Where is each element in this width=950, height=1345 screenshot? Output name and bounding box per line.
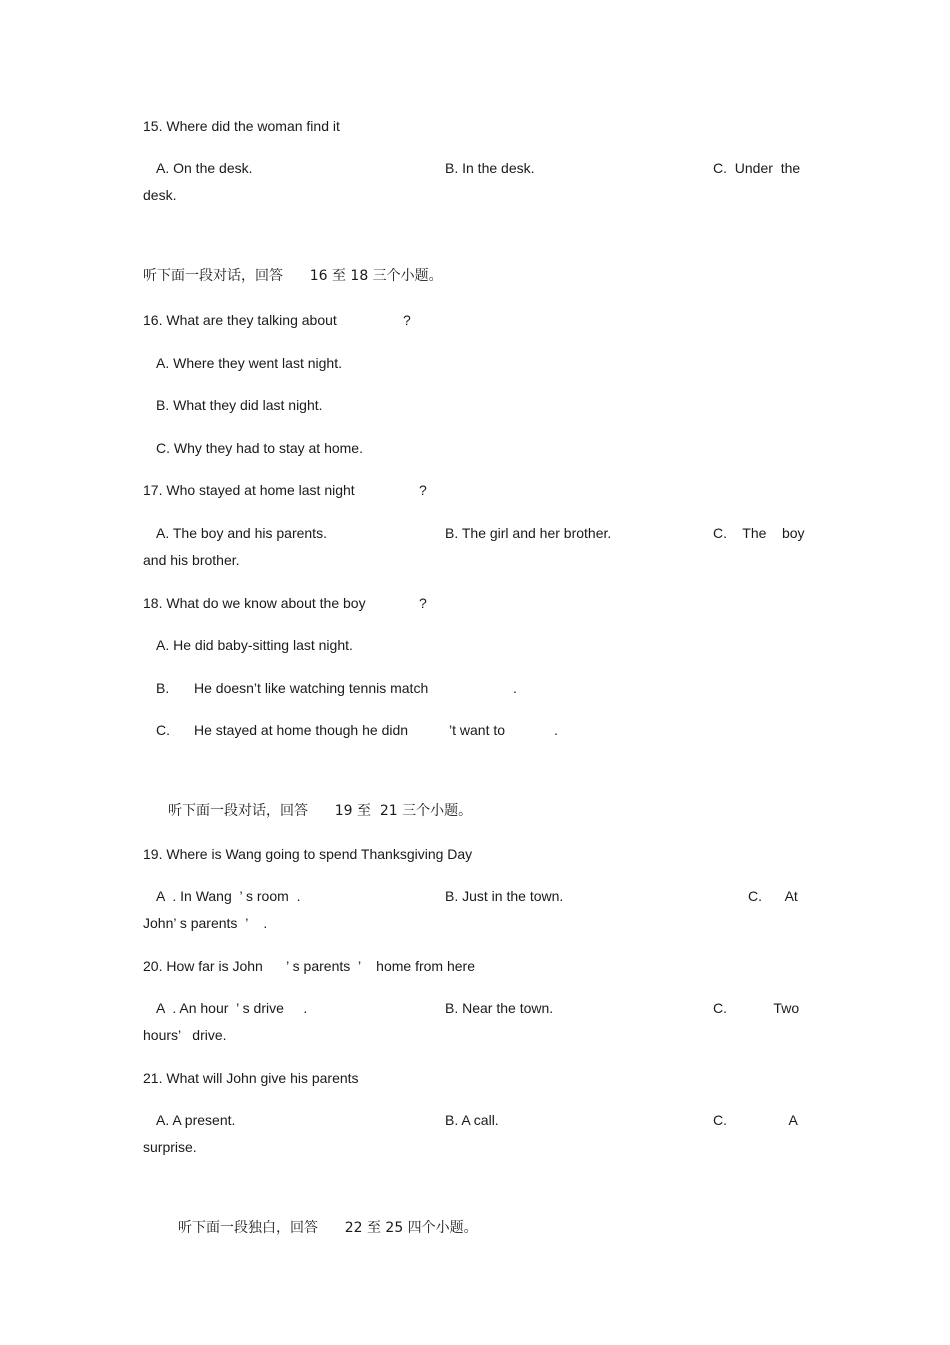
question-20: 20. How far is John ’ s parents ’ home from here — [143, 958, 475, 974]
q16-option-c: C. Why they had to stay at home. — [156, 440, 363, 456]
q16-question-mark: ? — [403, 312, 411, 328]
question-15: 15. Where did the woman find it — [143, 118, 340, 134]
q17-question-mark: ? — [419, 482, 427, 498]
question-19: 19. Where is Wang going to spend Thanksgiving Day — [143, 846, 473, 862]
q21-option-a: A. A present. — [156, 1112, 236, 1128]
q16-option-a: A. Where they went last night. — [156, 355, 342, 371]
q19-option-b: B. Just in the town. — [445, 888, 564, 904]
q18-option-a: A. He did baby-sitting last night. — [156, 637, 353, 653]
q20-option-b: B. Near the town. — [445, 1000, 554, 1016]
q18-option-c-mid: ’t want to — [449, 722, 506, 738]
q15-option-a: A. On the desk. — [156, 160, 253, 176]
q15-option-c: C. Under the — [713, 160, 801, 176]
q21-option-c: C. A — [713, 1112, 798, 1128]
q15-option-c-cont: desk. — [143, 187, 177, 203]
q18-question-mark: ? — [419, 595, 427, 611]
q18-option-c-label: C. — [156, 722, 170, 738]
q21-option-c-cont: surprise. — [143, 1139, 197, 1155]
question-21: 21. What will John give his parents — [143, 1070, 359, 1086]
q17-option-b: B. The girl and her brother. — [445, 525, 612, 541]
q17-option-c: C. The boy — [713, 525, 805, 541]
q19-option-c-cont: John’ s parents ’ . — [143, 915, 268, 931]
q17-option-a: A. The boy and his parents. — [156, 525, 327, 541]
section-instruction-19-21: 听下面一段对话，回答 19 至 21 三个小题。 — [168, 803, 473, 819]
q19-option-c: C. At — [748, 888, 798, 904]
question-18: 18. What do we know about the boy — [143, 595, 366, 611]
q16-option-b: B. What they did last night. — [156, 397, 323, 413]
question-17: 17. Who stayed at home last night — [143, 482, 355, 498]
q20-option-c: C. Two — [713, 1000, 800, 1016]
q18-option-c-end: . — [554, 722, 558, 738]
q15-option-b: B. In the desk. — [445, 160, 535, 176]
q18-option-b-end: . — [513, 680, 517, 696]
q21-option-b: B. A call. — [445, 1112, 499, 1128]
q18-option-b-text: He doesn’t like watching tennis match — [194, 680, 429, 696]
q19-option-a: A . In Wang ’ s room . — [156, 888, 301, 904]
q18-option-c-text: He stayed at home though he didn — [194, 722, 409, 738]
q20-option-c-cont: hours’ drive. — [143, 1027, 227, 1043]
q18-option-b-label: B. — [156, 680, 170, 696]
q20-option-a: A . An hour ’ s drive . — [156, 1000, 308, 1016]
section-instruction-22-25: 听下面一段独白，回答 22 至 25 四个小题。 — [178, 1220, 478, 1236]
q17-option-c-cont: and his brother. — [143, 552, 240, 568]
question-16: 16. What are they talking about — [143, 312, 337, 328]
section-instruction-16-18: 听下面一段对话，回答 16 至 18 三个小题。 — [143, 268, 443, 284]
